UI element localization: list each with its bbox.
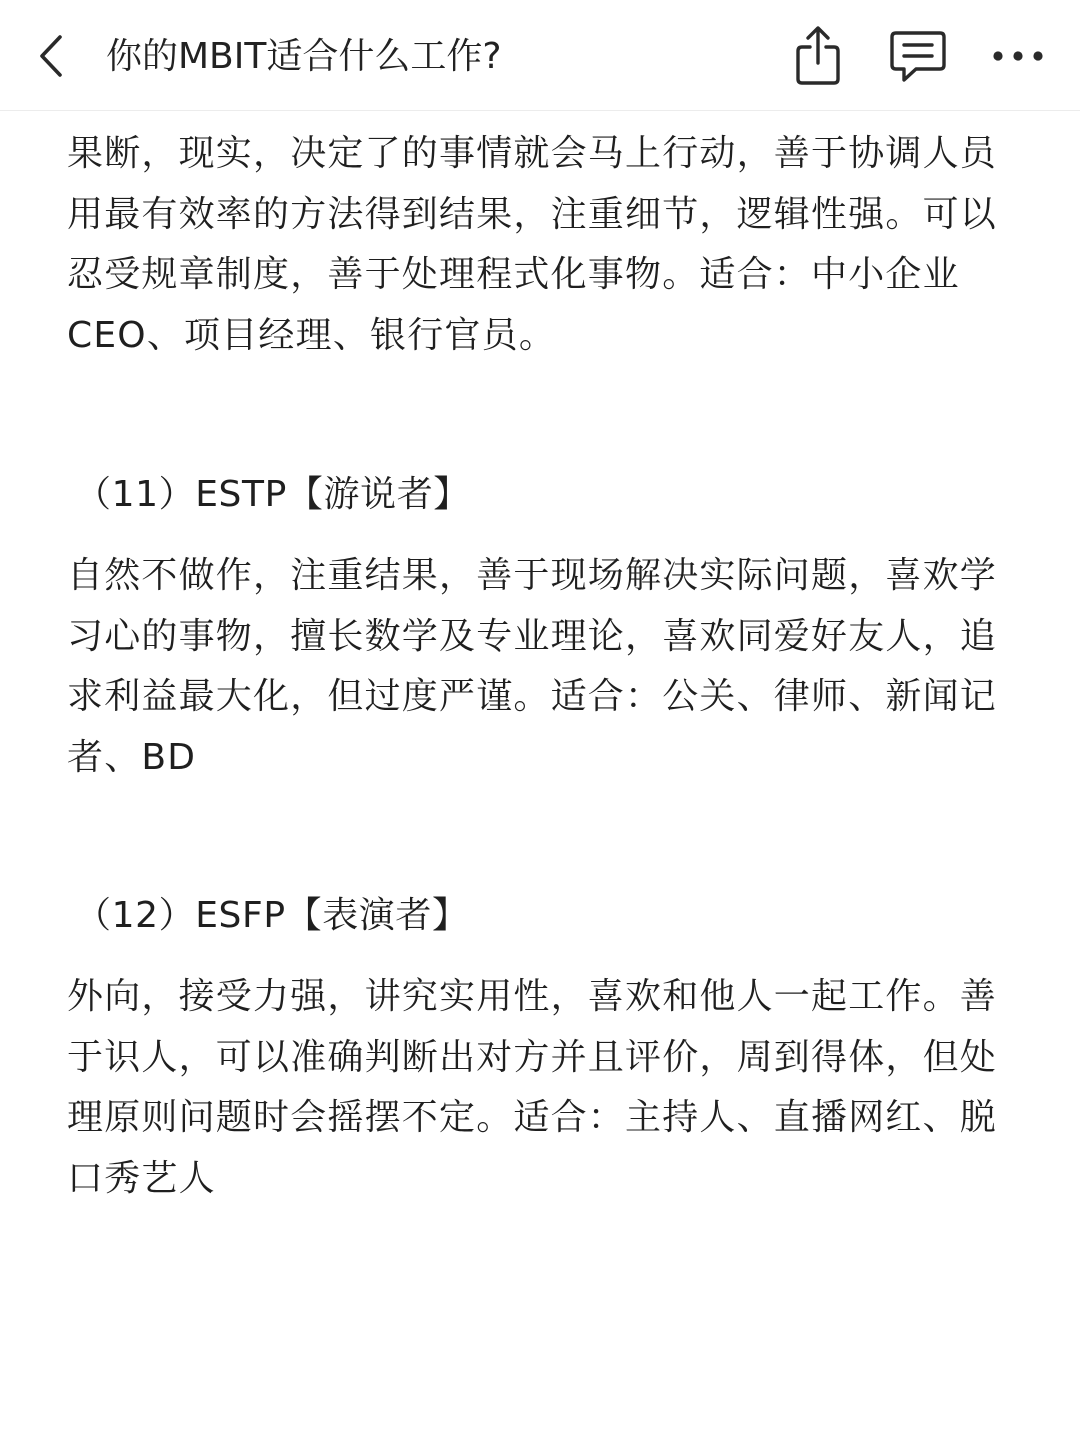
chevron-left-icon <box>30 31 70 81</box>
top-nav-bar <box>0 0 1080 111</box>
back-button[interactable] <box>22 26 78 86</box>
comment-icon <box>886 25 950 87</box>
section-heading-esfp: （12）ESFP【表演者】 <box>75 895 469 936</box>
comment-button[interactable] <box>882 20 954 92</box>
more-dots-icon <box>988 46 1048 66</box>
section-heading-estp: （11）ESTP【游说者】 <box>75 474 470 515</box>
section-body-estp: 自然不做作，注重结果，善于现场解决实际问题，喜欢学习心的事物，擅长数学及专业理论，喜欢同爱好友人，追求利益最大化，但过度严谨。适合：公关、律师、新闻记者、BD <box>67 555 998 778</box>
share-button[interactable] <box>782 20 854 92</box>
intro-paragraph: 果断，现实，决定了的事情就会马上行动，善于协调人员用最有效率的方法得到结果，注重细节，逻辑性强。可以忍受规章制度，善于处理程式化事物。适合：中小企业CEO、项目经理、银行官员。 <box>67 133 998 356</box>
section-body-esfp: 外向，接受力强，讲究实用性，喜欢和他人一起工作。善于识人，可以准确判断出对方并且评价，周到得体，但处理原则问题时会摇摆不定。适合：主持人、直播网红、脱口秀艺人 <box>67 976 998 1199</box>
share-icon <box>788 23 848 89</box>
page-title: 你的MBIT适合什么工作? <box>106 36 502 77</box>
more-options-button[interactable] <box>982 20 1054 92</box>
